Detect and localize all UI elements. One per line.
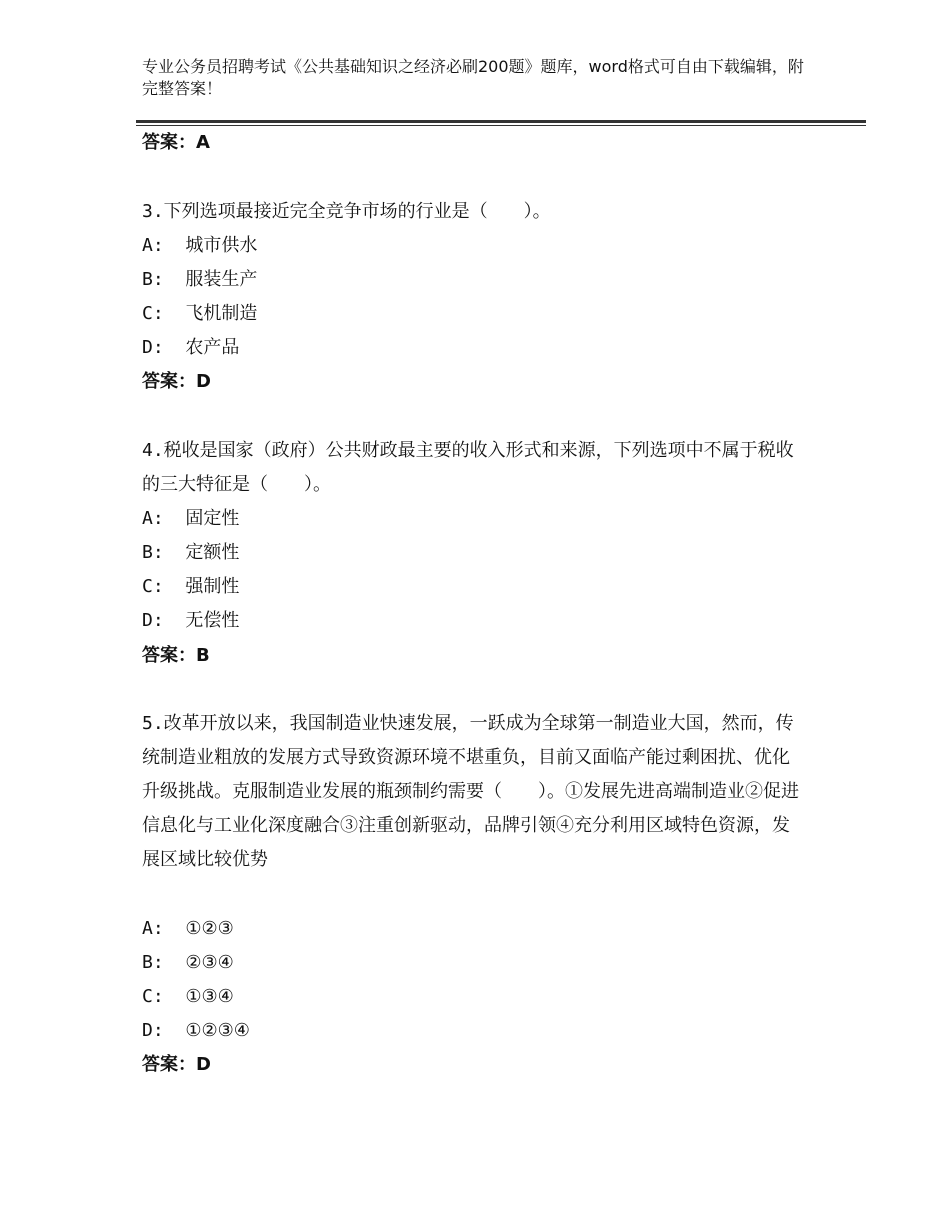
question-3-answer: 答案：D: [142, 371, 211, 392]
question-3-option-d: D: 农产品: [142, 337, 240, 358]
question-4-option-b: B: 定额性: [142, 542, 240, 563]
header-divider: [136, 120, 866, 126]
question-3-option-b: B: 服装生产: [142, 269, 258, 290]
question-5-option-c: C: ①③④: [142, 986, 234, 1007]
document-header: 专业公务员招聘考试《公共基础知识之经济必刷200题》题库，word格式可自由下载编辑，附完整答案！: [142, 57, 804, 98]
question-3-stem: 3.下列选项最接近完全竞争市场的行业是（ ）。: [142, 201, 551, 222]
answer-q2: 答案：A: [142, 132, 210, 153]
question-5-option-a: A: ①②③: [142, 918, 234, 939]
question-4-option-c: C: 强制性: [142, 576, 240, 597]
question-5-stem: 5.改革开放以来，我国制造业快速发展，一跃成为全球第一制造业大国，然而，传统制造业粗放的发展方式导致资源环境不堪重负，目前又面临产能过剩困扰、优化升级挑战。克服制造业发展的瓶颈制约需要（ ）。①发展先进高端制造业②促进信息化与工业化深度融合③注重创新驱动，品牌引领④充分利用区域特色资源，发展区域比较优势: [142, 713, 799, 870]
question-5-option-d: D: ①②③④: [142, 1020, 250, 1041]
question-5-option-b: B: ②③④: [142, 952, 234, 973]
question-4-option-d: D: 无偿性: [142, 610, 240, 631]
question-4-stem: 4.税收是国家（政府）公共财政最主要的收入形式和来源，下列选项中不属于税收的三大特征是（ ）。: [142, 440, 794, 495]
question-4-answer: 答案：B: [142, 645, 210, 666]
question-3-option-a: A: 城市供水: [142, 235, 258, 256]
question-4-option-a: A: 固定性: [142, 508, 240, 529]
question-5-answer: 答案：D: [142, 1054, 211, 1075]
question-3-option-c: C: 飞机制造: [142, 303, 258, 324]
